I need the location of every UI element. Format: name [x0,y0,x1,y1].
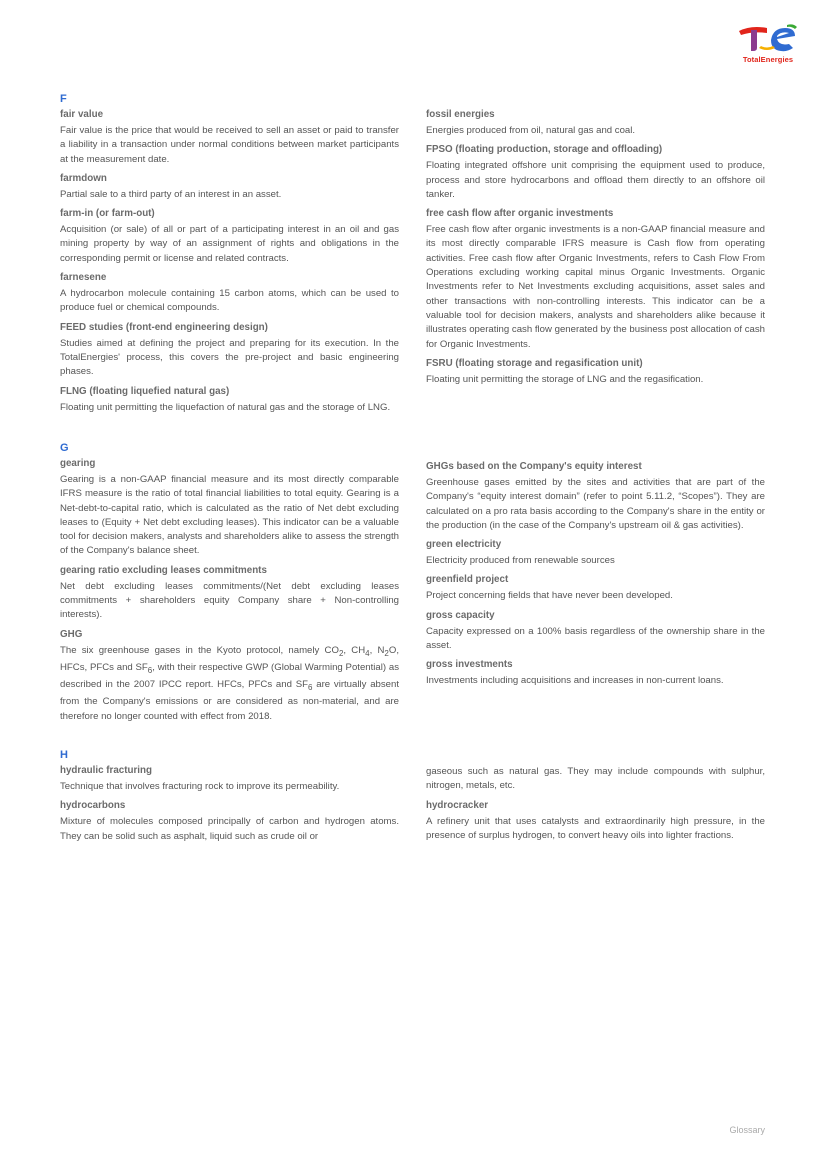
glossary-term: hydrocracker [426,799,489,811]
ghg-def-text: are virtually absent from the Company's emissions or are considered as non-material, and are therefore no longer counted with effect from 2018. [60,679,400,722]
glossary-term: farmdown [60,172,107,184]
section-f-right [426,108,765,392]
glossary-entry [60,108,399,167]
glossary-term: hydrocarbons [60,800,126,812]
logo-text: TotalEnergies [742,55,794,64]
glossary-term: greenfield project [426,574,509,586]
glossary-term: farm-in (or farm-out) [60,208,155,220]
glossary-term: hydraulic fracturing [60,765,152,776]
glossary-entry [60,172,399,202]
glossary-entry [426,460,765,533]
section-f-left [60,92,399,420]
glossary-definition: Gearing is a non-GAAP financial measure and its most directly comparable IFRS measure is the ratio of total financial liabilities to total equity. Gearing is a Net-debt-to-capital ratio, which is calculated as the ratio of Net debt excluding leases to (Equity + Net debt excluding leases). This indicator can be a valuable tool for decision makers, analysts and shareholders alike to assess the strength of the Company's balance sheet. [60,474,399,557]
glossary-definition: A refinery unit that uses catalysts and extraordinarily high pressure, in the presence of surplus hydrogen, to convert heavy oils into lighter fractions. [426,815,765,841]
glossary-term: GHGs based on the Company's equity interest [426,461,642,472]
glossary-entry [60,207,399,266]
glossary-term: FPSO (floating production, storage and offloading) [426,144,663,156]
glossary-entry [60,457,399,559]
glossary-term: farnesene [60,272,107,284]
glossary-term: gearing ratio excluding leases commitments [60,564,267,576]
glossary-entry [60,321,399,380]
glossary-definition: Acquisition (or sale) of all or part of a participating interest in an oil and gas mining property by way of an assignment of rights and obligations in the corresponding permit or license and related contracts. [60,224,399,264]
glossary-definition [60,644,399,724]
glossary-term: FLNG (floating liquefied natural gas) [60,385,230,397]
glossary-definition: Studies aimed at defining the project and preparing for its execution. In the TotalEnergies' process, this covers the pre-project and basic engineering phases. [60,337,399,378]
glossary-definition: Floating unit permitting the storage of LNG and the regasification. [426,373,704,385]
glossary-definition: Capacity expressed on a 100% basis regardless of the ownership share in the asset. [426,625,765,652]
glossary-entry [426,538,765,568]
glossary-entry [60,385,399,415]
footer-label: Glossary [729,1125,765,1135]
glossary-entry [426,799,765,844]
glossary-definition: Partial sale to a third party of an interest in an asset. [60,188,282,200]
ghg-subscript: 2 [338,648,344,658]
glossary-term: FSRU (floating storage and regasification unit) [426,357,643,369]
section-g-right [426,460,765,694]
glossary-entry [426,573,765,603]
glossary-definition: Electricity produced from renewable sources [426,555,615,567]
section-letter-g: G [60,442,69,454]
ghg-def-text: , CH [343,644,366,656]
section-g-left [60,441,399,729]
glossary-entry [426,609,765,654]
ghg-subscript: 6 [147,665,153,675]
glossary-entry [426,108,765,138]
glossary-term: GHG [60,628,83,640]
glossary-definition: Energies produced from oil, natural gas and coal. [426,125,636,136]
glossary-term: FEED studies (front-end engineering design) [60,321,268,333]
ghg-subscript: 6 [307,682,313,692]
glossary-definition-continuation: gaseous such as natural gas. They may include compounds with sulphur, nitrogen, metals, etc. [426,766,765,792]
totalenergies-logo-mark [737,22,799,54]
glossary-term: gearing [60,458,96,469]
glossary-entry [426,357,765,387]
glossary-definition: Free cash flow after organic investments is a non-GAAP financial measure and its most directly comparable IFRS measure is Cash flow from operating activities. Free cash flow after Organic Investments, refers to Cash Flow From Operations excluding working capital minus Organic Investments. Organic Investments refer to Net Investments excluding acquisitions, asset sales and other transactions with non-controlling interests. This indicator can be a valuable tool for decision makers, analysts and shareholders alike because it illustrates operating cash flow generated by the business post allocation of cash for Organic Investments. [426,224,765,350]
ghg-def-text: , with their respective GWP (Global Warming Potential) as described in the 2007 IPCC report. HFCs, PFCs and SF [60,661,399,691]
glossary-term: fossil energies [426,109,495,120]
section-h-right [426,765,765,848]
glossary-definition: Investments including acquisitions and increases in non-current loans. [426,675,724,687]
glossary-entry [60,764,399,794]
glossary-entry [426,207,765,352]
glossary-definition: Floating unit permitting the liquefaction of natural gas and the storage of LNG. [60,401,391,413]
totalenergies-logo [733,22,803,72]
glossary-term: gross investments [426,659,513,671]
ghg-def-text: The six greenhouse gases in the Kyoto protocol, namely CO [60,644,339,656]
glossary-definition: Floating integrated offshore unit comprising the equipment used to produce, process and store hydrocarbons and offload them directly to an offshore oil tanker. [426,160,765,200]
glossary-definition: Technique that involves fracturing rock to improve its permeability. [60,781,340,792]
glossary-definition: Project concerning fields that have never been developed. [426,590,673,602]
glossary-term: fair value [60,109,104,120]
section-letter-h: H [60,749,68,761]
section-h-left [60,748,399,849]
glossary-definition: Greenhouse gases emitted by the sites and activities that are part of the Company's “equity interest domain” (refer to point 5.11.2, “Scopes”). They are calculated on a pro rata basis according to the Company's share in the entity or the production (in the case of the Company's upstream oil & gas activities). [426,477,765,531]
glossary-term: free cash flow after organic investments [426,208,614,220]
glossary-term: green electricity [426,539,502,551]
glossary-term: gross capacity [426,609,495,621]
glossary-entry [426,143,765,202]
ghg-subscript: 2 [384,648,389,658]
ghg-subscript: 4 [365,648,370,658]
ghg-def-text: , N [369,644,385,656]
glossary-entry [60,271,399,316]
glossary-entry [426,658,765,688]
glossary-definition: Fair value is the price that would be received to sell an asset or paid to transfer a liability in a transaction under normal conditions between market participants at the measurement date. [60,125,399,165]
glossary-entry [60,628,399,724]
glossary-entry [60,564,399,623]
section-letter-f: F [60,93,67,105]
glossary-definition: Mixture of molecules composed principally of carbon and hydrogen atoms. They can be solid such as asphalt, liquid such as crude oil or [60,816,399,842]
glossary-definition: A hydrocarbon molecule containing 15 carbon atoms, which can be used to produce fuel or chemical compounds. [60,288,399,314]
glossary-entry [60,799,399,844]
ghg-def-text: O, HFCs, PFCs and SF [60,644,399,673]
glossary-definition: Net debt excluding leases commitments/(Net debt excluding leases commitments + shareholders equity Company share + Non-controlling interests). [60,580,399,621]
